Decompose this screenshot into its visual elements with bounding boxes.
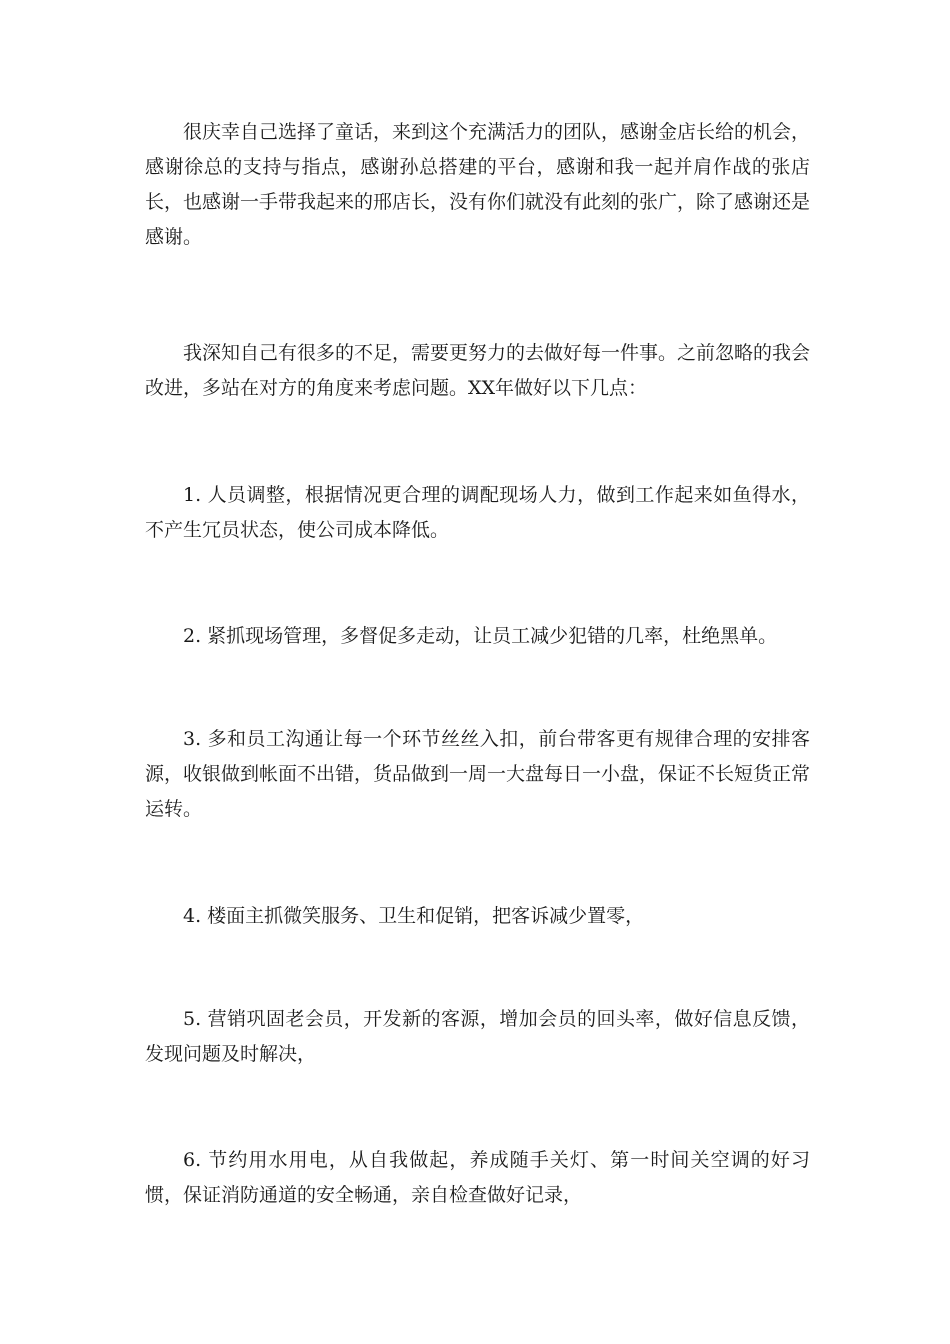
paragraph-gratitude: 很庆幸自己选择了童话，来到这个充满活力的团队，感谢金店长给的机会，感谢徐总的支持与指点，感谢孙总搭建的平台，感谢和我一起并肩作战的张店长，也感谢一手带我起来的邢店长，没有你们就没有此刻的张广，除了感谢还是感谢。 [145, 121, 811, 248]
list-item-site-management: 2. 紧抓现场管理，多督促多走动，让员工减少犯错的几率，杜绝黑单。 [183, 625, 778, 647]
list-item-energy-safety: 6. 节约用水用电，从自我做起，养成随手关灯、第一时间关空调的好习惯，保证消防通道的安全畅通，亲自检查做好记录， [145, 1149, 810, 1206]
paragraph-self-improvement: 我深知自己有很多的不足，需要更努力的去做好每一件事。之前忽略的我会改进，多站在对方的角度来考虑问题。XX年做好以下几点： [145, 342, 811, 399]
list-item-floor-service: 4. 楼面主抓微笑服务、卫生和促销，把客诉减少置零， [183, 905, 645, 927]
list-item-staffing: 1. 人员调整，根据情况更合理的调配现场人力，做到工作起来如鱼得水，不产生冗员状态，使公司成本降低。 [145, 484, 810, 541]
list-item-marketing: 5. 营销巩固老会员，开发新的客源，增加会员的回头率，做好信息反馈，发现问题及时解决， [145, 1008, 810, 1065]
list-item-communication: 3. 多和员工沟通让每一个环节丝丝入扣，前台带客更有规律合理的安排客源，收银做到帐面不出错，货品做到一周一大盘每日一小盘，保证不长短货正常运转。 [145, 728, 811, 820]
